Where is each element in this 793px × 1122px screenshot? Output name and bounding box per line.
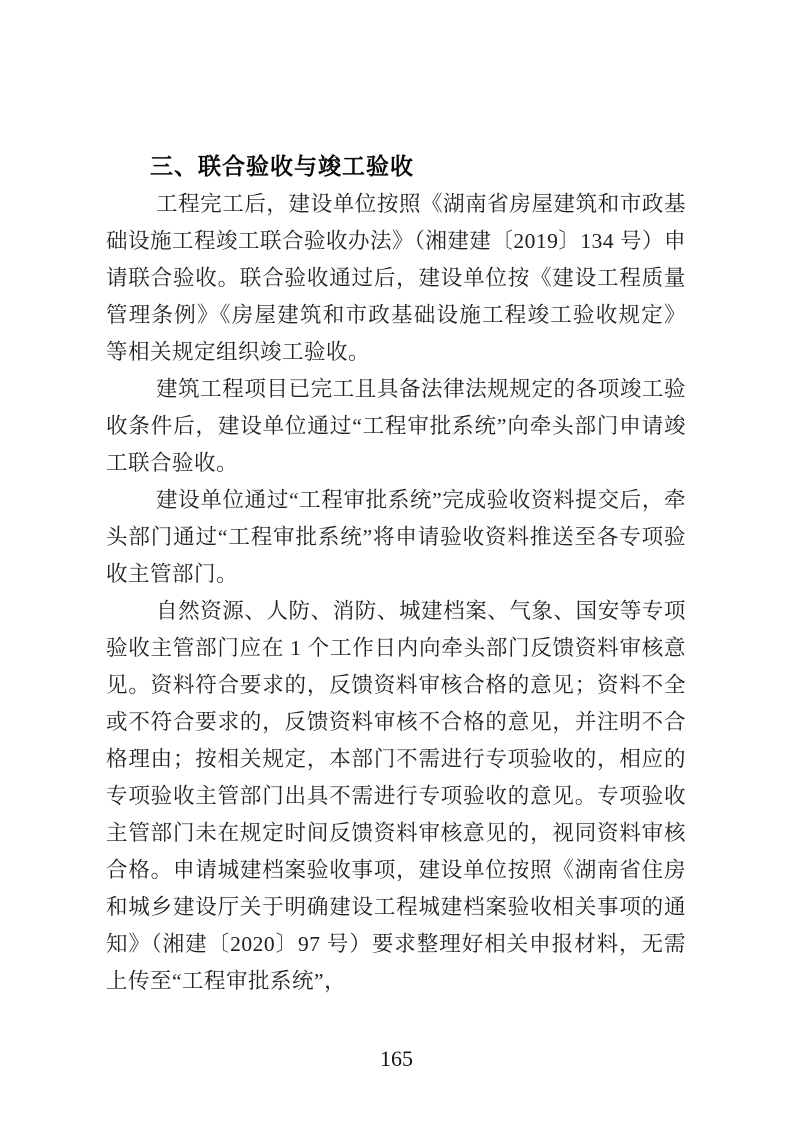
section-heading: 三、联合验收与竣工验收 bbox=[150, 153, 414, 179]
paragraph-material-submission: 建设单位通过“工程审批系统”完成验收资料提交后，牵头部门通过“工程审批系统”将申请验收资料推送至各专项验收主管部门。 bbox=[106, 488, 686, 586]
paragraph-application-conditions: 建筑工程项目已完工且具备法律法规规定的各项竣工验收条件后，建设单位通过“工程审批系统”向牵头部门申请竣工联合验收。 bbox=[106, 377, 686, 475]
document-content bbox=[106, 146, 686, 1000]
paragraph-department-review: 自然资源、人防、消防、城建档案、气象、国安等专项验收主管部门应在 1 个工作日内向牵头部门反馈资料审核意见。资料符合要求的，反馈资料审核合格的意见；资料不全或不符合要求的，反馈资料审核不合格的意见，并注明不合格理由；按相关规定，本部门不需进行专项验收的，相应的专项验收主管部门出具不需进行专项验收的意见。专项验收主管部门未在规定时间反馈资料审核意见的，视同资料审核合格。申请城建档案验收事项，建设单位按照《湖南省住房和城乡建设厅关于明确建设工程城建档案验收相关事项的通知》（湘建〔2020〕97 号）要求整理好相关申报材料，无需上传至“工程审批系统”， bbox=[106, 599, 686, 993]
paragraph-joint-acceptance: 工程完工后，建设单位按照《湖南省房屋建筑和市政基础设施工程竣工联合验收办法》（湘建建〔2019〕134 号）申请联合验收。联合验收通过后，建设单位按《建设工程质量管理条例》《房屋建筑和市政基础设施工程竣工验收规定》等相关规定组织竣工验收。 bbox=[106, 192, 686, 364]
page-number: 165 bbox=[380, 1046, 413, 1071]
